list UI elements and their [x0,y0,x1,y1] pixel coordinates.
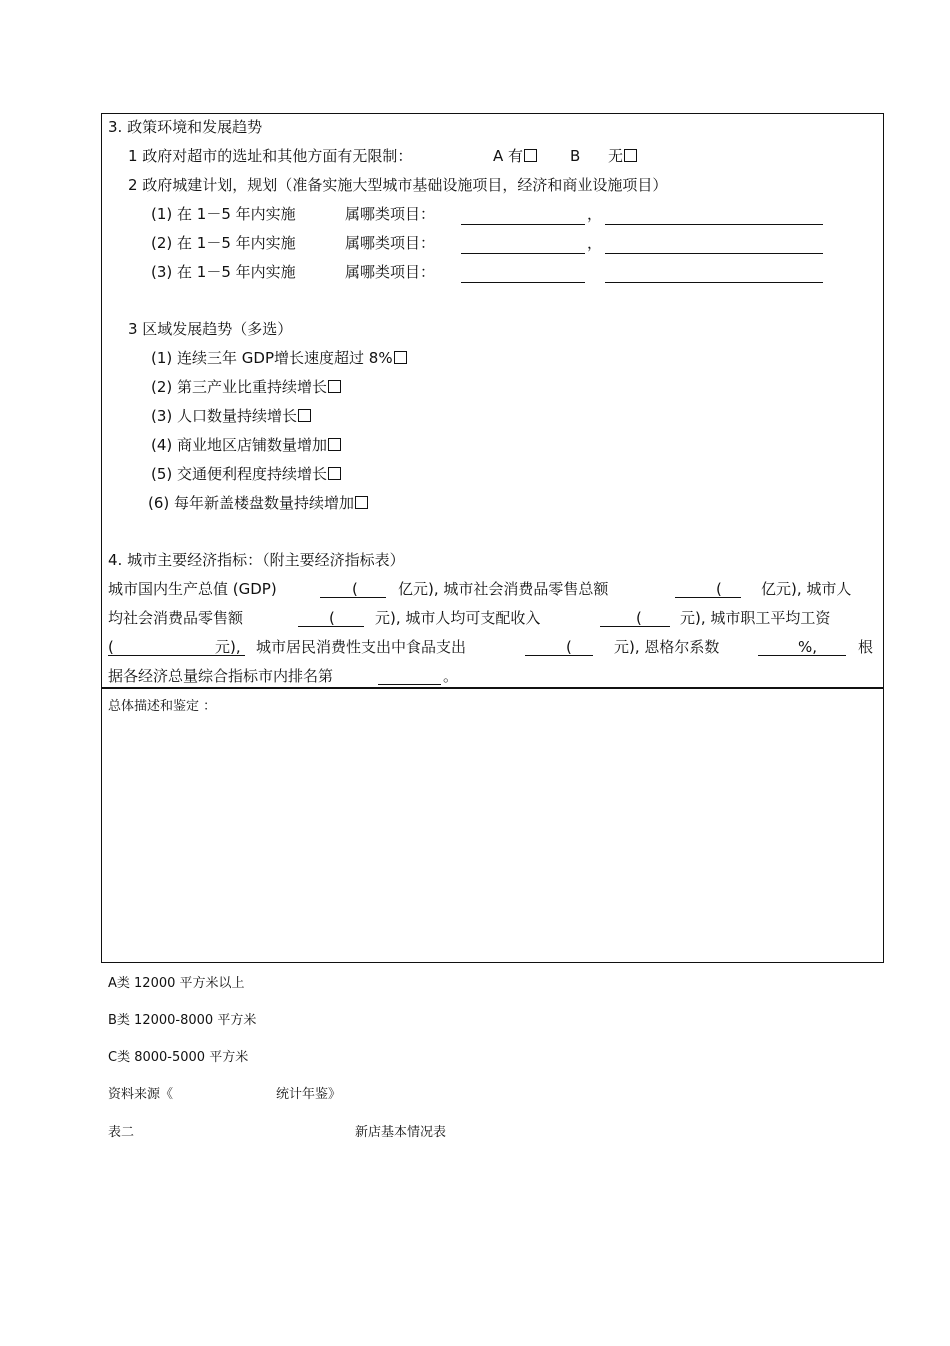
restriction-question [128,147,412,165]
class-b-note: B类 12000-8000 平方米 [108,1013,257,1028]
trend-checkbox[interactable] [328,380,341,393]
avg-wage-paren: ( [108,638,114,656]
restriction-option-a-label: A 有 [493,147,524,165]
summary-label: 总体描述和鉴定 ： [108,699,217,714]
section3-title: 3. 政策环境和发展趋势 [108,118,263,136]
plan-row-label: (1) 在 1－5 年内实施 [151,205,296,223]
plan-category-field[interactable] [461,282,585,283]
food-expense-field[interactable] [525,655,593,656]
trend-option-label: (2) 第三产业比重持续增长 [151,378,328,396]
restriction-option-b[interactable] [608,147,637,165]
class-a-note: A类 12000 平方米以上 [108,976,245,991]
restriction-option-b-label: 无 [608,147,624,165]
plan-row-label: (3) 在 1－5 年内实施 [151,263,296,281]
regional-trend-question: 3 区域发展趋势（多选） [128,320,293,338]
plan-row-ask: 属哪类项目： [345,205,436,223]
class-c-note: C类 8000-5000 平方米 [108,1050,249,1065]
indicator-section-box [101,113,884,689]
source-prefix: 资料来源《 [108,1087,174,1102]
per-capita-retail-paren: ( [329,609,335,627]
food-expense-paren: ( [566,638,572,656]
ranking-period: 。 [443,667,459,685]
retail-total-paren: ( [716,580,722,598]
engel-unit: %, [798,638,818,656]
plan-project-field[interactable] [605,282,823,283]
trend-checkbox[interactable] [328,438,341,451]
plan-separator: ， [587,205,603,223]
plan-separator: ， [587,234,603,252]
ranking-field[interactable] [378,684,441,685]
table-title: 新店基本情况表 [355,1125,447,1140]
plan-row-ask: 属哪类项目： [345,263,436,281]
trend-option[interactable] [151,378,341,396]
gdp-paren: ( [352,580,358,598]
trend-option-label: (6) 每年新盖楼盘数量持续增加 [148,494,355,512]
trend-option-label: (1) 连续三年 GDP增长速度超过 8% [151,349,393,367]
gdp-label: 城市国内生产总值 (GDP) [108,580,277,598]
retail-total-unit: 亿元), 城市人 [761,580,852,598]
source-suffix: 统计年鉴》 [276,1087,342,1102]
line-continuation: 根 [858,638,874,656]
plan-row-ask: 属哪类项目： [345,234,436,252]
disposable-income-field[interactable] [600,626,670,627]
plan-project-field[interactable] [605,253,823,254]
ranking-label: 据各经济总量综合指标市内排名第 [108,667,334,685]
retail-total-field[interactable] [675,597,741,598]
restriction-option-b-checkbox[interactable] [624,149,637,162]
trend-option[interactable] [151,465,341,483]
plan-category-field[interactable] [461,253,585,254]
urban-plan-question: 2 政府城建计划，规划（准备实施大型城市基础设施项目，经济和商业设施项目） [128,176,668,194]
trend-option-label: (3) 人口数量持续增长 [151,407,298,425]
trend-option-label: (4) 商业地区店铺数量增加 [151,436,328,454]
table-number: 表二 [108,1125,135,1140]
trend-checkbox[interactable] [328,467,341,480]
section4-title: 4. 城市主要经济指标：（附主要经济指标表） [108,551,405,569]
per-capita-retail-label: 均社会消费品零售额 [108,609,244,627]
restriction-option-a[interactable] [493,147,537,165]
income-label: 元), 城市人均可支配收入 [375,609,541,627]
restriction-question-label: 1 政府对超市的选址和其他方面有无限制： [128,147,413,165]
trend-option-label: (5) 交通便利程度持续增长 [151,465,328,483]
plan-category-field[interactable] [461,224,585,225]
engel-label: 元), 恩格尔系数 [614,638,720,656]
trend-checkbox[interactable] [355,496,368,509]
restriction-option-a-checkbox[interactable] [524,149,537,162]
trend-option[interactable] [148,494,368,512]
wage-label: 元), 城市职工平均工资 [680,609,831,627]
trend-option[interactable] [151,436,341,454]
avg-wage-unit: 元), [215,638,241,656]
trend-checkbox[interactable] [298,409,311,422]
gdp-unit-and-retail-label: 亿元), 城市社会消费品零售总额 [398,580,609,598]
disposable-income-paren: ( [636,609,642,627]
summary-input-area[interactable] [103,720,880,958]
food-expense-label: 城市居民消费性支出中食品支出 [256,638,467,656]
trend-option[interactable] [151,407,311,425]
trend-checkbox[interactable] [394,351,407,364]
restriction-option-b-letter: B [570,147,581,165]
plan-row-label: (2) 在 1－5 年内实施 [151,234,296,252]
trend-option[interactable] [151,349,407,367]
plan-project-field[interactable] [605,224,823,225]
